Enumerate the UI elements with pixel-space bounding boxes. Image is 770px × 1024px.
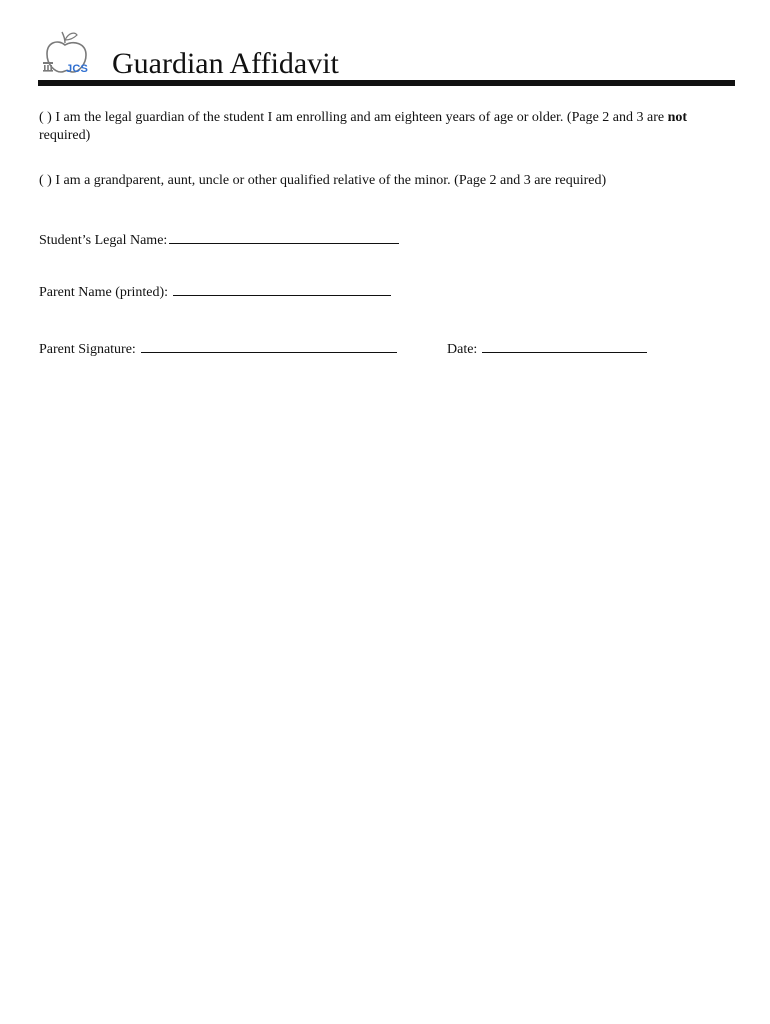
parent-signature-field: [39, 338, 397, 359]
guardian-option-suffix: required): [39, 128, 91, 143]
parent-signature-line[interactable]: [141, 338, 397, 353]
relative-option: [39, 172, 729, 190]
date-line[interactable]: [482, 338, 647, 353]
student-legal-name-field: [39, 229, 399, 250]
parent-name-field: [39, 281, 391, 302]
date-label: Date:: [447, 342, 478, 357]
jcs-logo: [40, 26, 94, 80]
parent-name-label: Parent Name (printed):: [39, 285, 169, 300]
logo-text: JCS: [66, 63, 88, 75]
student-legal-name-label: Student’s Legal Name:: [39, 233, 168, 248]
guardian-option-emphasis: not: [667, 110, 688, 125]
parent-signature-label: Parent Signature:: [39, 342, 136, 357]
relative-option-text: ( ) I am a grandparent, aunt, uncle or other qualified relative of the minor. (Page 2 and 3 are required): [39, 173, 607, 188]
title-divider: [38, 80, 735, 86]
parent-name-line[interactable]: [173, 281, 391, 296]
date-field: [447, 338, 647, 359]
student-legal-name-line[interactable]: [169, 229, 399, 244]
page-title: Guardian Affidavit: [112, 47, 339, 80]
guardian-option: [39, 109, 729, 145]
guardian-option-text: ( ) I am the legal guardian of the student I am enrolling and am eighteen years of age or older. (Page 2 and 3 are: [39, 110, 665, 125]
